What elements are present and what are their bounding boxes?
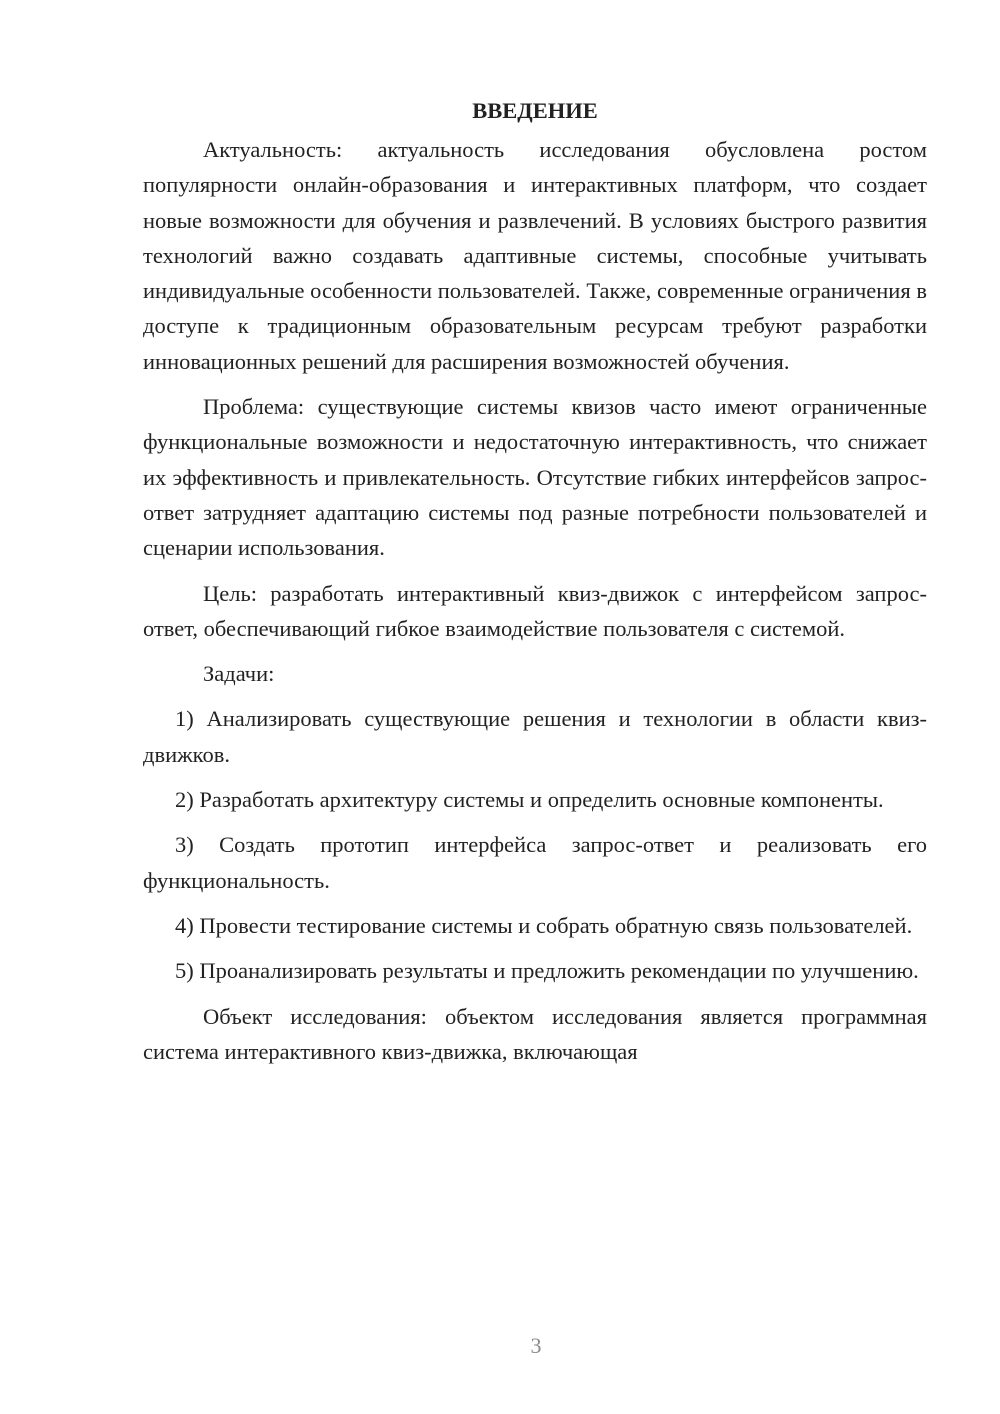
paragraph-relevance: Актуальность: актуальность исследования обусловлена ростом популярности онлайн-образования и интерактивных платформ, что создает новые возможности для обучения и развлечений. В условиях быстрого развития технологий важно создавать адаптивные системы, способные учитывать индивидуальные особенности пользователей. Также, современные ограничения в доступе к традиционным образовательным ресурсам требуют разработки инновационных решений для расширения возможностей обучения.: [143, 137, 927, 374]
paragraph-goal: Цель: разработать интерактивный квиз-движок с интерфейсом запрос-ответ, обеспечивающий гибкое взаимодействие пользователя с системой.: [143, 580, 927, 641]
task-item-2: 2) Разработать архитектуру системы и определить основные компоненты.: [175, 787, 884, 813]
section-title: ВВЕДЕНИЕ: [472, 98, 598, 123]
paragraph-problem: Проблема: существующие системы квизов часто имеют ограниченные функциональные возможности и недостаточную интерактивность, что снижает их эффективность и привлекательность. Отсутствие гибких интерфейсов запрос-ответ затрудняет адаптацию системы под разные потребности пользователей и сценарии использования.: [143, 394, 927, 561]
task-item-5: 5) Проанализировать результаты и предложить рекомендации по улучшению.: [175, 958, 919, 984]
task-item-3: 3) Создать прототип интерфейса запрос-ответ и реализовать его функциональность.: [143, 832, 927, 893]
page-number: 3: [530, 1333, 542, 1358]
task-item-1: 1) Анализировать существующие решения и технологии в области квиз-движков.: [143, 706, 927, 767]
paragraph-object: Объект исследования: объектом исследования является программная система интерактивного квиз-движка, включающая: [143, 1003, 927, 1064]
task-item-4: 4) Провести тестирование системы и собрать обратную связь пользователей.: [175, 912, 913, 938]
document-page: [143, 96, 927, 1079]
tasks-heading: Задачи:: [203, 661, 275, 687]
